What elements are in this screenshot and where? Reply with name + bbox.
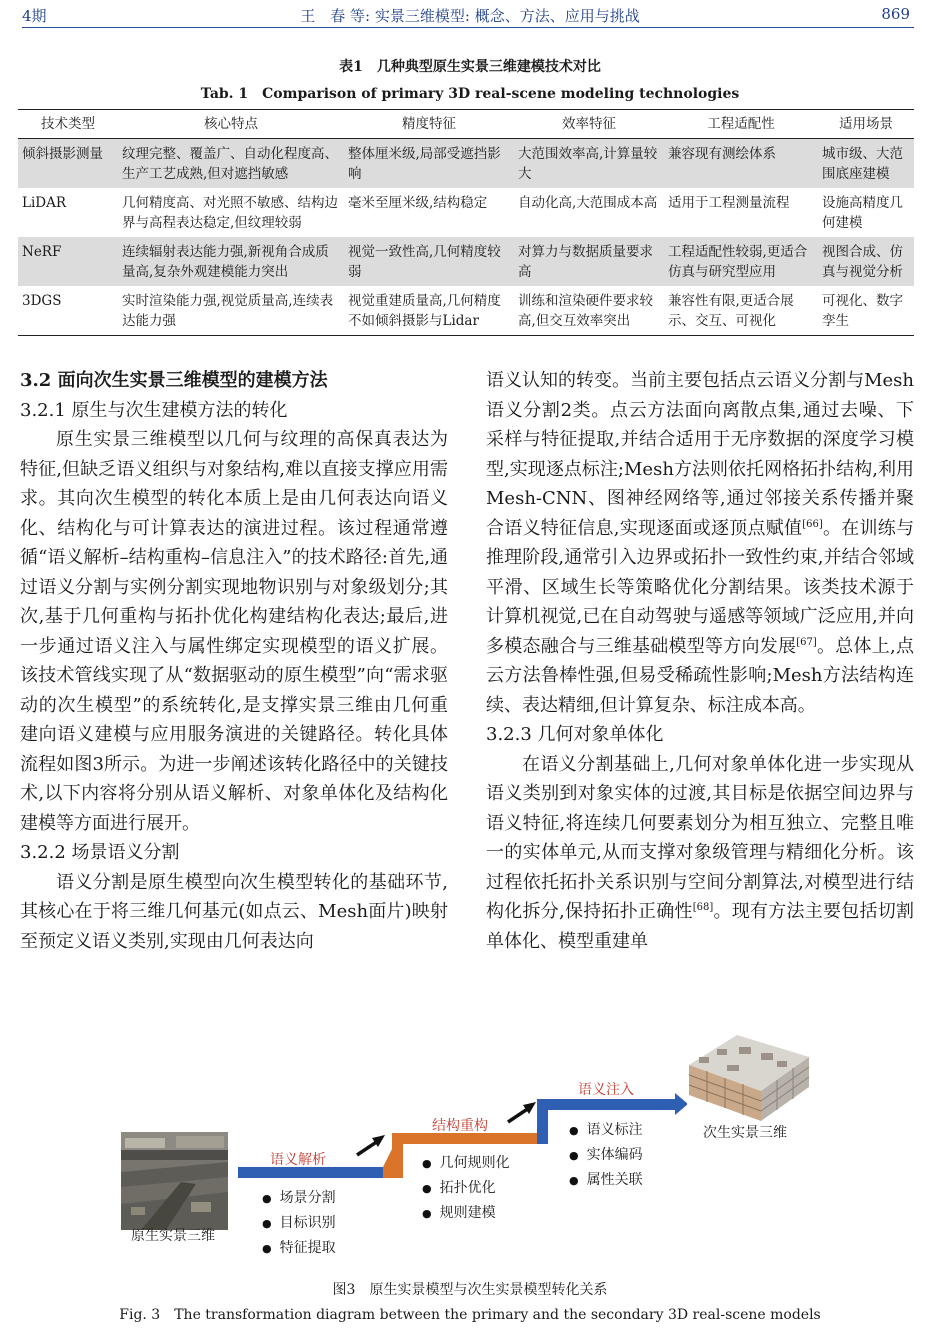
section-heading: 3.2 面向次生实景三维模型的建模方法 [20, 370, 328, 391]
table-cell: 几何精度高、对光照不敏感、结构边界与高程表达稳定,但纹理较弱 [122, 195, 338, 231]
subsection-heading: 3.2.3 几何对象单体化 [486, 724, 664, 745]
list-item: ● 规则建模 [422, 1201, 510, 1226]
table-header-row [18, 110, 914, 139]
table-cell: 大范围效率高,计算量较大 [514, 139, 664, 189]
table-cell: 毫米至厘米级,结构稳定 [348, 195, 488, 211]
paragraph-text: 语义认知的转变。当前主要包括点云语义分割与Mesh语义分割2类。点云方法面向离散点集,通过去噪、下采样与特征提取,并结合适用于无序数据的深度学习模型,实现逐点标注;Mesh方法则依托网格拓扑结构,利用Mesh-CNN、图神经网络等,通过邻接关系传播并聚合语义特征信息,实现逐面或逐顶点赋值 [486, 370, 914, 539]
paragraph-text: 。在训练与推理阶段,通常引入边界或拓扑一致性约束,并结合邻域平滑、区域生长等策略优化分割结果。该类技术源于计算机视觉,已在自动驾驶与遥感等领域广泛应用,并向多模态融合与三维基础模型等方向发展 [486, 517, 914, 657]
step-structure-reconstruction-label: 结构重构 [432, 1118, 488, 1134]
table-cell: 整体厘米级,局部受遮挡影响 [344, 139, 514, 189]
running-title: 王 春 等: 实景三维模型: 概念、方法、应用与挑战 [300, 7, 640, 25]
list-item: ● 目标识别 [262, 1211, 336, 1236]
table-cell: 实时渲染能力强,视觉质量高,连续表达能力强 [118, 286, 344, 336]
right-column [486, 366, 914, 956]
table-header-cell: 工程适配性 [664, 110, 818, 139]
figure-3 [0, 1012, 940, 1282]
table-cell: 兼容现有测绘体系 [664, 139, 818, 189]
secondary-model-image [687, 1017, 811, 1123]
table-cell: 连续辐射表达能力强,新视角合成质量高,复杂外观建模能力突出 [118, 237, 344, 286]
table-cell: 视觉一致性高,几何精度较弱 [344, 237, 514, 286]
body-paragraph [486, 750, 914, 957]
table-cell: 视觉重建质量高,几何精度不如倾斜摄影与Lidar [344, 286, 514, 336]
step3-item-list [569, 1118, 643, 1193]
step1-item-list [262, 1186, 336, 1261]
table-cell: 3DGS [18, 286, 118, 336]
table-header-cell: 效率特征 [514, 110, 664, 139]
table-cell: 可视化、数字孪生 [818, 286, 914, 336]
step-semantic-parsing-label: 语义解析 [270, 1152, 326, 1168]
table-cell: 兼容性有限,更适合展示、交互、可视化 [664, 286, 818, 336]
table-header-cell: 精度特征 [344, 110, 514, 139]
table-header-cell: 适用场景 [818, 110, 914, 139]
secondary-model-label: 次生实景三维 [703, 1125, 787, 1141]
table-cell: 工程适配性较弱,更适合仿真与研究型应用 [664, 237, 818, 286]
page-header [0, 0, 940, 30]
table-row [18, 286, 914, 336]
table-cell: 适用于工程测量流程 [668, 195, 790, 211]
table-header-cell: 技术类型 [18, 110, 118, 139]
list-item: ● 特征提取 [262, 1236, 336, 1261]
table-row [18, 188, 914, 237]
list-item: ● 实体编码 [569, 1143, 643, 1168]
left-column [20, 366, 448, 956]
paragraph-text: 在语义分割基础上,几何对象单体化进一步实现从语义类别到对象实体的过渡,其目标是依据空间边界与语义特征,将连续几何要素划分为相互独立、完整且唯一的实体单元,从而支撑对象级管理与精细化分析。该过程依托拓扑关系识别与空间分割算法,对模型进行结构化拆分,保持拓扑正确性 [486, 753, 914, 922]
table-cell: 设施高精度几何建模 [822, 195, 903, 231]
table-header-cell: 核心特点 [118, 110, 344, 139]
table-cell: 视图合成、仿真与视觉分析 [818, 237, 914, 286]
figure-caption-en: Fig. 3 The transformation diagram between the primary and the secondary 3D real-scene models [119, 1307, 821, 1323]
table-caption-cn: 表1 几种典型原生实景三维建模技术对比 [339, 59, 601, 75]
list-item: ● 拓扑优化 [422, 1176, 510, 1201]
comparison-table [18, 109, 914, 336]
citation-ref[interactable]: [67] [796, 636, 817, 648]
page-number: 869 [881, 5, 910, 23]
table-cell: 纹理完整、覆盖广、自动化程度高、生产工艺成熟,但对遮挡敏感 [118, 139, 344, 189]
list-item: ● 几何规则化 [422, 1151, 510, 1176]
subsection-heading: 3.2.2 场景语义分割 [20, 842, 180, 863]
citation-ref[interactable]: [68] [692, 902, 714, 913]
table-cell: 训练和渲染硬件要求较高,但交互效率突出 [514, 286, 664, 336]
step-semantic-injection-label: 语义注入 [578, 1082, 634, 1098]
body-paragraph: 原生实景三维模型以几何与纹理的高保真表达为特征,但缺乏语义组织与对象结构,难以直接支撑应用需求。其向次生模型的转化本质上是由几何表达向语义化、结构化与可计算表达的演进过程。该过程通常遵循“语义解析–结构重构–信息注入”的技术路径:首先,通过语义分割与实例分割实现地物识别与对象级划分;其次,基于几何重构与拓扑优化构建结构化表达;最后,进一步通过语义注入与属性绑定实现模型的语义扩展。该技术管线实现了从“数据驱动的原生模型”向“需求驱动的次生模型”的系统转化,是支撑实景三维由几何重建向语义建模与应用服务演进的关键路径。转化具体流程如图3所示。为进一步阐述该转化路径中的关键技术,以下内容将分别从语义解析、对象单体化及结构化建模等方面进行展开。 [20, 429, 448, 834]
paragraph-text: 。总体上,点云方法鲁棒性强,但易受稀疏性影响;Mesh方法结构连续、表达精细,但计算复杂、标注成本高。 [486, 635, 914, 716]
body-paragraph: 语义分割是原生模型向次生模型转化的基础环节,其核心在于将三维几何基元(如点云、Mesh面片)映射至预定义语义类别,实现由几何表达向 [20, 871, 448, 952]
figure-caption-cn: 图3 原生实景模型与次生实景模型转化关系 [332, 1282, 608, 1298]
paragraph-text: 。现有方法主要包括切割单体化、模型重建单 [486, 901, 914, 952]
list-item: ● 语义标注 [569, 1118, 643, 1143]
step2-item-list [422, 1151, 510, 1226]
up-arrow-icon [357, 1135, 385, 1155]
list-item: ● 场景分割 [262, 1186, 336, 1211]
table-caption-en: Tab. 1 Comparison of primary 3D real-scene modeling technologies [200, 86, 740, 102]
primary-model-label: 原生实景三维 [131, 1228, 215, 1244]
body-paragraph [486, 366, 914, 720]
table-cell: 城市级、大范围底座建模 [818, 139, 914, 189]
table-cell: 自动化高,大范围成本高 [518, 195, 658, 211]
table-cell: 倾斜摄影测量 [18, 139, 118, 189]
table-row [18, 139, 914, 189]
list-item: ● 属性关联 [569, 1168, 643, 1193]
issue-number: 4期 [22, 7, 47, 25]
subsection-heading: 3.2.1 原生与次生建模方法的转化 [20, 399, 288, 421]
citation-ref[interactable]: [66] [802, 518, 823, 530]
table-cell: NeRF [18, 237, 118, 286]
header-rule [22, 27, 914, 28]
up-arrow-icon [508, 1102, 536, 1122]
table-cell: 对算力与数据质量要求高 [514, 237, 664, 286]
table-row [18, 237, 914, 286]
table-cell: LiDAR [22, 195, 67, 211]
